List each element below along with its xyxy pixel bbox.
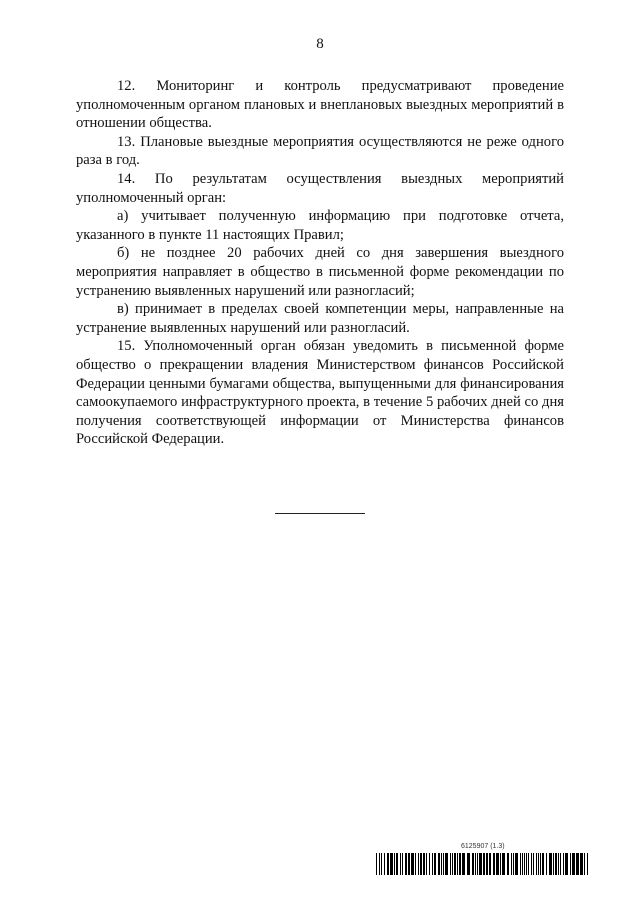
barcode-bar — [496, 853, 499, 875]
barcode-bar — [459, 853, 461, 875]
barcode-bar — [555, 853, 557, 875]
barcode-image — [376, 853, 588, 875]
barcode-bar — [415, 853, 416, 875]
barcode-bar — [531, 853, 532, 875]
barcode-bar — [408, 853, 410, 875]
barcode-bar — [522, 853, 523, 875]
barcode-bar — [479, 853, 482, 875]
barcode-bar — [400, 853, 401, 875]
paragraph-13: 13. Плановые выездные мероприятия осуществляются не реже одного раза в год. — [76, 133, 564, 169]
barcode-bar — [546, 853, 547, 875]
barcode-bar — [549, 853, 552, 875]
barcode-bar — [584, 853, 585, 875]
barcode-bar — [426, 853, 427, 875]
paragraph-12: 12. Мониторинг и контроль предусматривают проведение уполномоченным органом плановых и внеплановых выездных мероприятий в отношении общества. — [76, 78, 564, 132]
barcode-bar — [445, 853, 448, 875]
barcode-bar — [542, 853, 544, 875]
barcode-bar — [429, 853, 430, 875]
barcode-bar — [489, 853, 491, 875]
barcode-bar — [423, 853, 425, 875]
barcode-bar — [572, 853, 575, 875]
barcode-bar — [441, 853, 442, 875]
barcode-bar — [538, 853, 539, 875]
barcode-bar — [565, 853, 568, 875]
paragraph-14: 14. По результатам осуществления выездных мероприятий уполномоченный орган: — [76, 170, 564, 206]
barcode-bar — [560, 853, 561, 875]
barcode-bar — [513, 853, 514, 875]
barcode-bar — [405, 853, 407, 875]
paragraph-14-b: б) не позднее 20 рабочих дней со дня завершения выездного мероприятия направляет в общество в письменной форме рекомендации по устранению выявленных нарушений или разногласий; — [76, 245, 564, 299]
barcode-bar — [394, 853, 395, 875]
barcode-bar — [472, 853, 474, 875]
barcode-bar — [384, 853, 385, 875]
barcode-bar — [475, 853, 476, 875]
barcode-bar — [533, 853, 534, 875]
barcode-bar — [507, 853, 509, 875]
barcode-bar — [420, 853, 422, 875]
barcode-bar — [381, 853, 382, 875]
barcode-bar — [502, 853, 505, 875]
barcode-bar — [467, 853, 470, 875]
barcode-bar — [515, 853, 518, 875]
barcode-bar — [411, 853, 414, 875]
barcode-bar — [483, 853, 485, 875]
barcode-bar — [558, 853, 559, 875]
barcode-bar — [418, 853, 419, 875]
paragraph-15: 15. Уполномоченный орган обязан уведомить в письменной форме общество о прекращении владения Министерством финансов Российской Федерации ценными бумагами общества, выпущенными для финансирования самоокупаемого инфраструктурного проекта, в течение 5 рабочих дней со дня получения соответствующей информации от Министерства финансов Российской Федерации. — [76, 338, 564, 448]
barcode-bar — [432, 853, 433, 875]
barcode-bar — [520, 853, 521, 875]
barcode-bar — [390, 853, 393, 875]
document-code: 6125907 (1.3) — [461, 843, 505, 850]
barcode-bar — [536, 853, 537, 875]
barcode-bar — [379, 853, 380, 875]
barcode-bar — [457, 853, 458, 875]
end-of-text-rule — [275, 513, 365, 514]
barcode-bar — [587, 853, 588, 875]
paragraph-14-a: а) учитывает полученную информацию при подготовке отчета, указанного в пункте 11 настоящих Правил; — [76, 208, 564, 243]
barcode-bar — [462, 853, 465, 875]
barcode-bar — [454, 853, 456, 875]
barcode-bar — [493, 853, 495, 875]
barcode-bar — [576, 853, 579, 875]
barcode-bar — [580, 853, 583, 875]
barcode-bar — [477, 853, 478, 875]
barcode-bar — [452, 853, 453, 875]
barcode-bar — [438, 853, 440, 875]
barcode-bar — [396, 853, 398, 875]
barcode-bar — [486, 853, 488, 875]
barcode-bar — [570, 853, 571, 875]
barcode-bar — [376, 853, 377, 875]
barcode-bar — [528, 853, 529, 875]
paragraph-14-c: в) принимает в пределах своей компетенции меры, направленные на устранение выявленных нарушений или разногласий. — [76, 301, 564, 336]
barcode-bar — [526, 853, 527, 875]
barcode-bar — [500, 853, 501, 875]
page-number: 8 — [316, 36, 324, 52]
barcode-bar — [443, 853, 444, 875]
barcode-bar — [563, 853, 564, 875]
barcode-bar — [434, 853, 436, 875]
barcode-bar — [540, 853, 541, 875]
barcode-bar — [511, 853, 512, 875]
barcode-bar — [450, 853, 451, 875]
barcode-bar — [387, 853, 389, 875]
barcode-bar — [402, 853, 403, 875]
barcode-bar — [553, 853, 554, 875]
barcode-bar — [524, 853, 525, 875]
document-body — [76, 77, 564, 449]
